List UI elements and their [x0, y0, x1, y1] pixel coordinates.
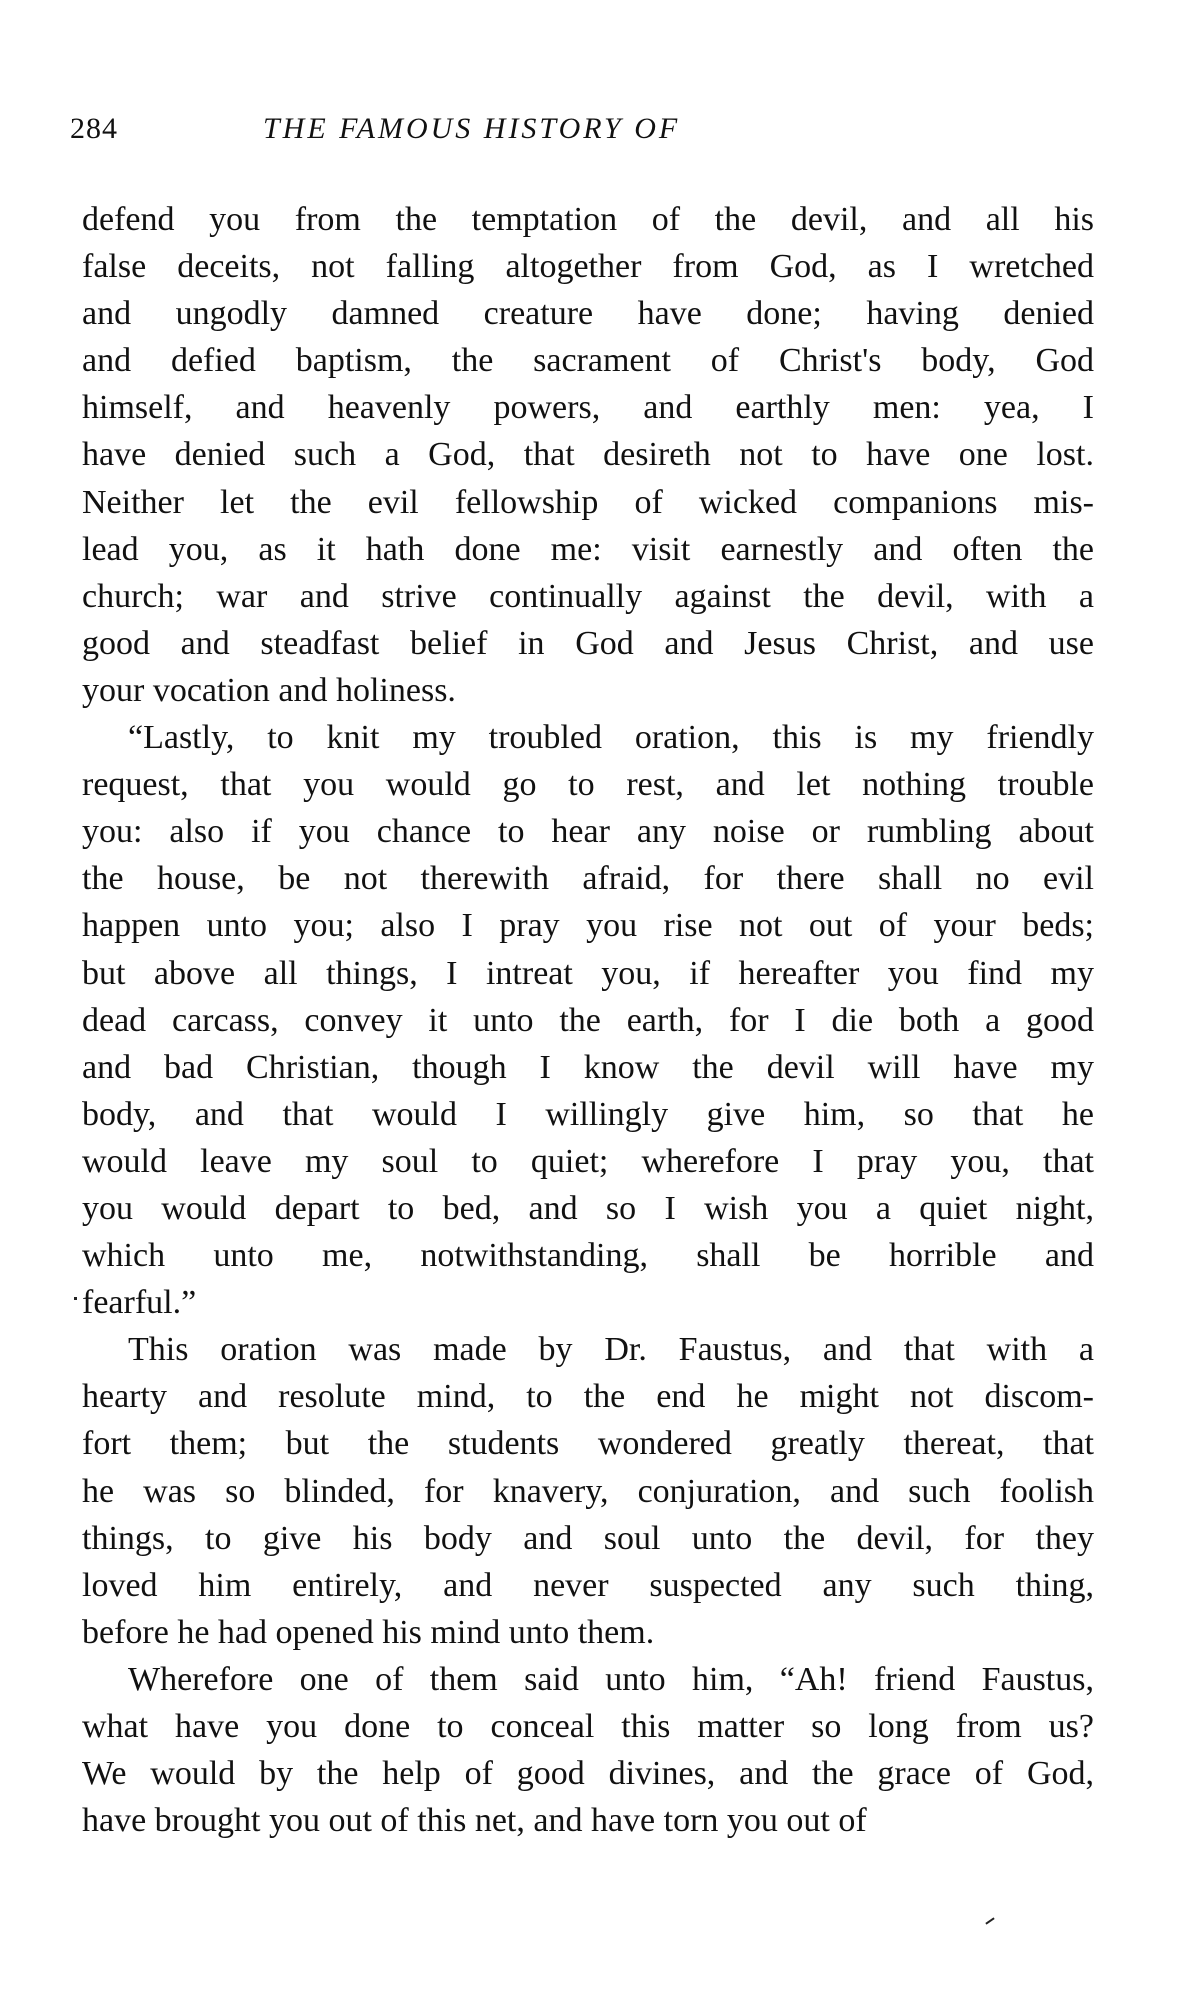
- page-number: 284: [70, 112, 118, 145]
- paragraph: [82, 196, 1094, 714]
- running-title: THE FAMOUS HISTORY OF: [263, 112, 681, 145]
- body-text: [82, 196, 1094, 1844]
- text-line: Neither let the evil fellowship of wicked companions mis-: [82, 483, 1094, 521]
- paragraph: [82, 714, 1094, 1326]
- text-line: dead carcass, convey it unto the earth, for I die both a good: [82, 1001, 1094, 1039]
- text-line: “Lastly, to knit my troubled oration, this is my friendly: [128, 719, 1094, 757]
- text-line: fort them; but the students wondered greatly thereat, that: [82, 1425, 1094, 1463]
- text-line: but above all things, I intreat you, if hereafter you find my: [82, 954, 1094, 992]
- text-line: request, that you would go to rest, and let nothing trouble: [82, 766, 1094, 804]
- text-line: before he had opened his mind unto them.: [82, 1613, 655, 1651]
- text-line: false deceits, not falling altogether from God, as I wretched: [82, 248, 1094, 286]
- text-line: things, to give his body and soul unto the devil, for they: [82, 1519, 1094, 1557]
- text-line: fearful.”: [82, 1284, 197, 1322]
- text-line: have denied such a God, that desireth not to have one lost.: [82, 436, 1094, 474]
- text-line: would leave my soul to quiet; wherefore I pray you, that: [82, 1142, 1094, 1180]
- text-line: We would by the help of good divines, and the grace of God,: [82, 1755, 1094, 1793]
- text-line: the house, be not therewith afraid, for there shall no evil: [82, 860, 1094, 898]
- text-line: what have you done to conceal this matter so long from us?: [82, 1708, 1094, 1745]
- text-line: Wherefore one of them said unto him, “Ah! friend Faustus,: [128, 1660, 1094, 1698]
- text-line: he was so blinded, for knavery, conjuration, and such foolish: [82, 1472, 1094, 1510]
- margin-speck: [74, 1297, 77, 1300]
- text-line: hearty and resolute mind, to the end he might not discom-: [82, 1378, 1094, 1416]
- ink-speck: [985, 1917, 994, 1924]
- text-line: good and steadfast belief in God and Jesus Christ, and use: [82, 624, 1094, 662]
- text-line: himself, and heavenly powers, and earthly men: yea, I: [82, 389, 1094, 427]
- text-line: loved him entirely, and never suspected any such thing,: [82, 1566, 1094, 1604]
- text-line: which unto me, notwithstanding, shall be horrible and: [82, 1237, 1094, 1275]
- text-line: defend you from the temptation of the devil, and all his: [82, 201, 1094, 238]
- text-line: have brought you out of this net, and have torn you out of: [82, 1802, 867, 1840]
- text-line: church; war and strive continually against the devil, with a: [82, 577, 1094, 615]
- text-line: and ungodly damned creature have done; having denied: [82, 295, 1094, 333]
- text-line: you would depart to bed, and so I wish you a quiet night,: [82, 1189, 1094, 1227]
- text-line: body, and that would I willingly give him, so that he: [82, 1095, 1094, 1133]
- text-line: lead you, as it hath done me: visit earnestly and often the: [82, 530, 1094, 568]
- text-line: you: also if you chance to hear any noise or rumbling about: [82, 813, 1094, 851]
- paragraph: [82, 1326, 1094, 1656]
- text-line: and defied baptism, the sacrament of Christ's body, God: [82, 342, 1094, 380]
- text-line: happen unto you; also I pray you rise not out of your beds;: [82, 907, 1094, 945]
- paragraph: [82, 1656, 1094, 1844]
- text-line: and bad Christian, though I know the devil will have my: [82, 1048, 1094, 1086]
- text-line: your vocation and holiness.: [82, 671, 456, 709]
- running-head: [70, 112, 1100, 152]
- text-line: This oration was made by Dr. Faustus, and that with a: [128, 1331, 1094, 1369]
